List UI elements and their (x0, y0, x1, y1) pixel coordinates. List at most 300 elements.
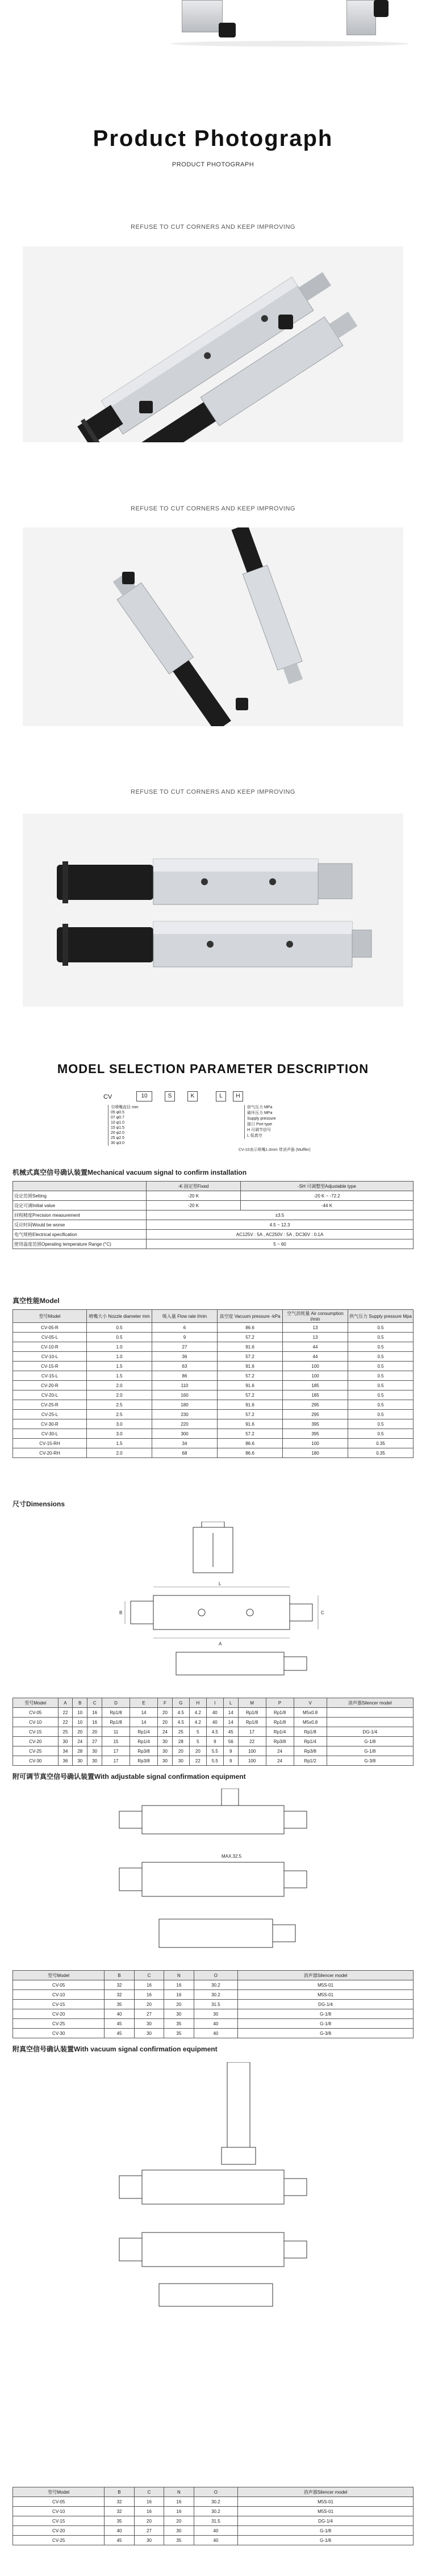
table-cell: 91.6 (218, 1362, 283, 1371)
table-cell: 0.5 (348, 1381, 414, 1390)
table-cell: 5 (189, 1727, 206, 1737)
table-cell: 11 (102, 1727, 130, 1737)
left-param-item: 05 φ0.5 (111, 1111, 125, 1115)
vacuum-confirm-drawing (80, 2062, 346, 2312)
table-row (13, 1230, 414, 1239)
table-cell: 0.5 (348, 1362, 414, 1371)
table-cell: 44 (283, 1342, 348, 1352)
table-row (13, 1727, 414, 1737)
table-cell: Rp3/8 (294, 1746, 327, 1756)
table-cell: 44 (283, 1352, 348, 1362)
table-cell: 57.2 (218, 1429, 283, 1439)
table-cell: 4.5 (206, 1727, 223, 1737)
table-cell: 1.0 (87, 1352, 152, 1362)
table-cell: -44 K (240, 1201, 413, 1210)
table-cell: CV-25-R (13, 1400, 87, 1410)
table-cell: 1.5 (87, 1371, 152, 1381)
table-cell: 16 (134, 1980, 164, 1990)
table-header-row (13, 2487, 414, 2497)
table-cell: DG-1/4 (238, 2000, 414, 2009)
table-cell: DG-1/4 (327, 1727, 413, 1737)
table-header-cell: 消声器Silencer model (327, 1698, 413, 1708)
right-param-item: H 可调节信号 (247, 1128, 271, 1132)
table-cell: 40 (206, 1708, 223, 1718)
table-cell: 13 (283, 1323, 348, 1333)
table-cell: 30.2 (194, 2507, 238, 2516)
table-cell: 14 (130, 1708, 158, 1718)
table-cell: Rp1/8 (102, 1718, 130, 1727)
table-cell: 16 (134, 2507, 164, 2516)
table-cell: CV-25 (13, 2536, 105, 2545)
table-cell: 5.5 (206, 1746, 223, 1756)
table-row (13, 1239, 414, 1249)
photo-1-drawing (23, 246, 403, 442)
table-cell: 30 (73, 1756, 87, 1766)
table-cell: 9 (223, 1756, 238, 1766)
table-cell: 0.5 (348, 1400, 414, 1410)
table-cell: 22 (189, 1756, 206, 1766)
photo-caption-1: REFUSE TO CUT CORNERS AND KEEP IMPROVING (131, 224, 295, 231)
table-cell: 86 (152, 1371, 218, 1381)
table-cell: 0.35 (348, 1439, 414, 1448)
table-cell: 20 (73, 1727, 87, 1737)
table-cell: G-1/8 (238, 2536, 414, 2545)
table-cell: Rp1/2 (294, 1756, 327, 1766)
table-row (13, 1362, 414, 1371)
table-cell: 300 (152, 1429, 218, 1439)
table-cell: 40 (194, 2536, 238, 2545)
dim-label-b: A (219, 1641, 222, 1647)
table-cell: 9 (223, 1746, 238, 1756)
table-cell: 1.0 (87, 1342, 152, 1352)
table-cell: 0.5 (348, 1352, 414, 1362)
code-box-h: H (233, 1091, 243, 1101)
table-header-cell: H (189, 1698, 206, 1708)
table-cell: CV-30 (13, 1756, 59, 1766)
right-param-list (244, 1105, 321, 1139)
photo-2-drawing (23, 527, 403, 726)
table-cell: 86.6 (218, 1439, 283, 1448)
table-cell: 17 (102, 1756, 130, 1766)
table-cell: CV-30 (13, 2029, 105, 2038)
table-cell: 16 (87, 1718, 102, 1727)
table-cell: 16 (87, 1708, 102, 1718)
table-cell: 185 (283, 1381, 348, 1390)
table-cell: CV-30-R (13, 1419, 87, 1429)
table-row (13, 1980, 414, 1990)
table-cell: 32 (105, 2507, 134, 2516)
table-cell: 30.2 (194, 1990, 238, 2000)
table-row (13, 2516, 414, 2526)
dimensions-svg (80, 1522, 346, 1686)
table-cell: 16 (164, 2507, 194, 2516)
table-cell: 180 (283, 1448, 348, 1458)
table-cell: 100 (283, 1371, 348, 1381)
dim-label-c: C (321, 1610, 324, 1615)
table-header-cell: 型号Model (13, 2487, 105, 2497)
table-cell: M5S-01 (238, 2497, 414, 2507)
table-cell: CV-15-RH (13, 1439, 87, 1448)
table-cell: 24 (266, 1746, 294, 1756)
table-header-cell: O (194, 2487, 238, 2497)
table-cell: 56 (223, 1737, 238, 1746)
right-param-item: 接口 Port type (247, 1122, 272, 1126)
table-cell: 35 (105, 2516, 134, 2526)
table-cell (327, 1708, 413, 1718)
table-cell: 20 (164, 2516, 194, 2526)
table-cell: Rp1/4 (294, 1737, 327, 1746)
table-cell: 40 (206, 1718, 223, 1727)
table-cell: CV-20 (13, 1737, 59, 1746)
table-cell: 9 (152, 1333, 218, 1342)
table-cell: 57.2 (218, 1410, 283, 1419)
table-cell: 230 (152, 1410, 218, 1419)
table-header-row (13, 1182, 414, 1191)
table-header-cell: B (105, 2487, 134, 2497)
table-cell: 0.5 (348, 1333, 414, 1342)
table-header-cell: L (223, 1698, 238, 1708)
table-cell: 22 (58, 1708, 73, 1718)
table-header-cell: 型号Model (13, 1310, 87, 1323)
table-header-cell: B (105, 1971, 134, 1980)
table-cell: 220 (152, 1419, 218, 1429)
table-cell: 30 (194, 2009, 238, 2019)
table-row (13, 1429, 414, 1439)
table-cell: -20 K (147, 1201, 241, 1210)
table-cell: 14 (223, 1718, 238, 1727)
table-cell: 设定可调Initial value (13, 1201, 147, 1210)
table-cell: CV-05-L (13, 1333, 87, 1342)
table-cell: 30.2 (194, 1980, 238, 1990)
table-cell: Rp3/8 (130, 1746, 158, 1756)
code-box-l: L (216, 1091, 226, 1101)
left-param-item: 10 φ1.0 (111, 1121, 125, 1125)
table-cell: 40 (105, 2009, 134, 2019)
table-header-cell: I (206, 1698, 223, 1708)
table-cell: 20 (158, 1718, 173, 1727)
table-cell: M5S-01 (238, 1980, 414, 1990)
table-cell: G-3/8 (327, 1756, 413, 1766)
table-cell (327, 1718, 413, 1727)
table-cell: CV-30-L (13, 1429, 87, 1439)
table-header-cell: 真空度 Vacuum pressure -kPa (218, 1310, 283, 1323)
table-cell: 27 (134, 2009, 164, 2019)
dimensions-table (12, 1698, 414, 1766)
table-header-cell: N (164, 2487, 194, 2497)
dim-label-d: B (119, 1610, 123, 1615)
table-cell: M5x0.8 (294, 1708, 327, 1718)
table-cell: 35 (164, 2536, 194, 2545)
table-row (13, 1381, 414, 1390)
table-header-cell: 空气消耗量 Air consumption l/min (283, 1310, 348, 1323)
table-cell: 180 (152, 1400, 218, 1410)
table-cell: 17 (102, 1746, 130, 1756)
table-cell: Rp3/8 (266, 1737, 294, 1746)
table-cell: CV-10-L (13, 1352, 87, 1362)
max-label: MAX.32.5 (222, 1854, 242, 1859)
left-param-list (108, 1105, 162, 1146)
table-row (13, 1439, 414, 1448)
table-header-row (13, 1698, 414, 1708)
adjustable-signal-drawing (80, 1788, 346, 1959)
table-cell: 14 (130, 1718, 158, 1727)
table-cell: CV-20-R (13, 1381, 87, 1390)
table-header-cell: -K 固定型Fixed (147, 1182, 241, 1191)
table-cell: 10 (73, 1718, 87, 1727)
photo-3-drawing (23, 814, 403, 1007)
left-param-item: 15 φ1.5 (111, 1126, 125, 1130)
table-cell: AC125V : 5A , AC250V : 5A , DC30V : 0.1A (147, 1230, 414, 1239)
table-cell: Rp1/4 (130, 1727, 158, 1737)
code-box-k: K (187, 1091, 198, 1101)
table-header-cell: M (238, 1698, 266, 1708)
table-cell: CV-15 (13, 2000, 105, 2009)
table-cell: G-1/8 (238, 2526, 414, 2536)
table-row (13, 1371, 414, 1381)
table-cell: 30 (158, 1746, 173, 1756)
table-cell: 40 (194, 2019, 238, 2029)
table-cell: 30 (164, 2009, 194, 2019)
table-cell: 86.6 (218, 1323, 283, 1333)
table-cell: M5x0.8 (294, 1718, 327, 1727)
table-row (13, 1210, 414, 1220)
table-cell: Rp1/4 (266, 1727, 294, 1737)
table-header-cell: 喷嘴大小 Nozzle diameter mm (87, 1310, 152, 1323)
table-row (13, 1737, 414, 1746)
table-cell: 5 (189, 1737, 206, 1746)
table-cell: 0.5 (348, 1342, 414, 1352)
table-cell: 27 (152, 1342, 218, 1352)
table-cell: 14 (223, 1708, 238, 1718)
table-cell: 设定范围Setting (13, 1191, 147, 1201)
table-cell: 0.5 (87, 1333, 152, 1342)
table-header-cell: O (194, 1971, 238, 1980)
table-cell: 16 (164, 2497, 194, 2507)
vacuum-confirm-table (12, 2487, 414, 2545)
table-cell: 24 (158, 1727, 173, 1737)
table-header-cell: P (266, 1698, 294, 1708)
table-row (13, 2000, 414, 2009)
right-param-item: Supply pressure (247, 1117, 276, 1121)
top-fitting-left (219, 23, 236, 37)
table-cell: Rp1/8 (266, 1718, 294, 1727)
table-header-cell: -SH 可调整型Adjustable type (240, 1182, 413, 1191)
table-cell: CV-25 (13, 2019, 105, 2029)
right-param-item: 破坏压力 MPa (247, 1111, 273, 1115)
left-param-item: 30 φ3.0 (111, 1141, 125, 1145)
table-cell: 395 (283, 1419, 348, 1429)
table-row (13, 1756, 414, 1766)
table-cell: 27 (134, 2526, 164, 2536)
table-cell: 91.6 (218, 1419, 283, 1429)
table-cell: 45 (105, 2029, 134, 2038)
adjustable-signal-title: 附可调节真空信号确认装置With adjustable signal confirmation equipment (12, 1773, 246, 1781)
table-cell: CV-10 (13, 2507, 105, 2516)
table-cell: 0.5 (348, 1371, 414, 1381)
left-param-item: 引喷嘴直径 mm (111, 1105, 139, 1109)
table-cell: 30 (134, 2536, 164, 2545)
table-cell: 2.0 (87, 1390, 152, 1400)
table-cell: 100 (238, 1746, 266, 1756)
table-cell: 25 (58, 1727, 73, 1737)
table-cell: 16 (134, 1990, 164, 2000)
table-cell: 20 (134, 2000, 164, 2009)
table-header-cell: V (294, 1698, 327, 1708)
table-cell: 100 (283, 1362, 348, 1371)
table-cell: CV-05-R (13, 1323, 87, 1333)
adjustable-signal-svg (80, 1788, 346, 1959)
table-header-cell: D (102, 1698, 130, 1708)
table-row (13, 2497, 414, 2507)
right-param-item: L 低真空 (247, 1134, 262, 1138)
table-header-cell: G (172, 1698, 189, 1708)
top-fitting-right (374, 0, 389, 17)
table-cell: 30 (158, 1756, 173, 1766)
table-cell: 3.0 (87, 1419, 152, 1429)
table-cell: 35 (164, 2029, 194, 2038)
table-cell: 5.5 (206, 1756, 223, 1766)
table-cell: 31.5 (194, 2000, 238, 2009)
vacuum-confirm-title: 附真空信号确认装置With vacuum signal confirmation equipment (12, 2045, 218, 2053)
dimensions-drawing (80, 1522, 346, 1686)
table-cell: G-3/8 (238, 2029, 414, 2038)
table-cell: 13 (283, 1333, 348, 1342)
code-box-s: S (165, 1091, 175, 1101)
table-cell: 30 (87, 1756, 102, 1766)
model-code-note: CV-10表示喷嘴1.0mm 带消声器 (Muffler) (239, 1148, 311, 1152)
table-header-cell: 型号Model (13, 1971, 105, 1980)
table-cell: ±3.5 (147, 1210, 414, 1220)
table-cell: CV-15-R (13, 1362, 87, 1371)
table-cell: 2.0 (87, 1381, 152, 1390)
table-cell: 32 (105, 1990, 134, 2000)
table-cell: 4.5 (172, 1718, 189, 1727)
table-cell: 2.5 (87, 1410, 152, 1419)
table-cell: DG-1/4 (238, 2516, 414, 2526)
dim-label-a: L (219, 1581, 222, 1586)
table-header-row (13, 1310, 414, 1323)
table-cell: Rp1/8 (238, 1708, 266, 1718)
table-cell: 20 (87, 1727, 102, 1737)
table-row (13, 2009, 414, 2019)
vacuum-confirm-svg (80, 2062, 346, 2312)
table-row (13, 1448, 414, 1458)
table-cell: Rp1/8 (294, 1727, 327, 1737)
left-param-item: 07 φ0.7 (111, 1116, 125, 1120)
table-cell: 63 (152, 1362, 218, 1371)
table-cell: CV-15-L (13, 1371, 87, 1381)
table-row (13, 1410, 414, 1419)
table-cell: 4.2 (189, 1708, 206, 1718)
table-cell: 30 (87, 1746, 102, 1756)
table-cell: 0.5 (87, 1323, 152, 1333)
table-row (13, 1746, 414, 1756)
table-cell: 28 (172, 1737, 189, 1746)
code-prefix: CV (103, 1094, 112, 1100)
table-header-cell: N (164, 1971, 194, 1980)
table-row (13, 1419, 414, 1429)
left-param-item: 20 φ2.0 (111, 1131, 125, 1135)
table-cell: 295 (283, 1410, 348, 1419)
table-cell: 86.6 (218, 1448, 283, 1458)
table-cell: 16 (164, 1980, 194, 1990)
table-cell: Rp1/8 (266, 1708, 294, 1718)
table-cell: Rp1/4 (130, 1737, 158, 1746)
table-cell: 20 (134, 2516, 164, 2526)
table-cell: 20 (164, 2000, 194, 2009)
top-shadow (170, 41, 409, 47)
product-photo-1 (23, 246, 403, 442)
table-cell: 5 ~ 60 (147, 1239, 414, 1249)
table-cell: CV-20-RH (13, 1448, 87, 1458)
table-cell: 35 (105, 2000, 134, 2009)
top-valve-body-right (346, 0, 376, 35)
table-cell: 30 (134, 2019, 164, 2029)
table-header-cell: C (134, 1971, 164, 1980)
table-header-cell: B (73, 1698, 87, 1708)
table-cell: 4.5 ~ 12.3 (147, 1220, 414, 1230)
table-cell: 36 (58, 1756, 73, 1766)
table-cell: 30.2 (194, 2497, 238, 2507)
table-cell: 30 (172, 1756, 189, 1766)
table-cell: 0.5 (348, 1390, 414, 1400)
table-cell: 20 (172, 1746, 189, 1756)
table-header-cell: F (158, 1698, 173, 1708)
page-title: Product Photograph (93, 126, 333, 151)
table-cell: CV-15 (13, 1727, 59, 1737)
table-cell: 30 (164, 2526, 194, 2536)
table-cell: 295 (283, 1400, 348, 1410)
table-cell: 22 (58, 1718, 73, 1727)
table-row (13, 1708, 414, 1718)
table-cell: 20 (158, 1708, 173, 1718)
table-cell: 110 (152, 1381, 218, 1390)
code-box-size: 10 (136, 1091, 152, 1101)
table-cell: 4.2 (189, 1718, 206, 1727)
table-row (13, 1191, 414, 1201)
table-cell: 1.5 (87, 1362, 152, 1371)
table-header-cell: A (58, 1698, 73, 1708)
table-cell: 30 (58, 1737, 73, 1746)
table-cell: CV-05 (13, 1708, 59, 1718)
table-cell: 20 (189, 1746, 206, 1756)
vacuum-performance-table (12, 1309, 414, 1458)
table-row (13, 2019, 414, 2029)
table-header-row (13, 1971, 414, 1980)
table-cell: Rp3/8 (130, 1756, 158, 1766)
table-row (13, 2029, 414, 2038)
table-cell: 91.6 (218, 1400, 283, 1410)
dimensions-title: 尺寸Dimensions (12, 1500, 65, 1508)
table-header-cell: 供气压力 Supply pressure Mpa (348, 1310, 414, 1323)
table-cell: 4.5 (172, 1708, 189, 1718)
table-cell: 22 (238, 1737, 266, 1746)
product-photo-3 (23, 814, 403, 1007)
table-cell: 6 (152, 1323, 218, 1333)
table-cell: CV-10 (13, 1718, 59, 1727)
table-cell: 32 (105, 2497, 134, 2507)
table-row (13, 1718, 414, 1727)
table-cell: 45 (223, 1727, 238, 1737)
table-row (13, 1390, 414, 1400)
table-cell: 28 (73, 1746, 87, 1756)
photo-caption-3: REFUSE TO CUT CORNERS AND KEEP IMPROVING (131, 789, 295, 795)
table-row (13, 1400, 414, 1410)
table-cell: 57.2 (218, 1371, 283, 1381)
table-cell: M5S-01 (238, 2507, 414, 2516)
table-header-cell: E (130, 1698, 158, 1708)
vacuum-performance-title: 真空性能Model (12, 1297, 60, 1305)
